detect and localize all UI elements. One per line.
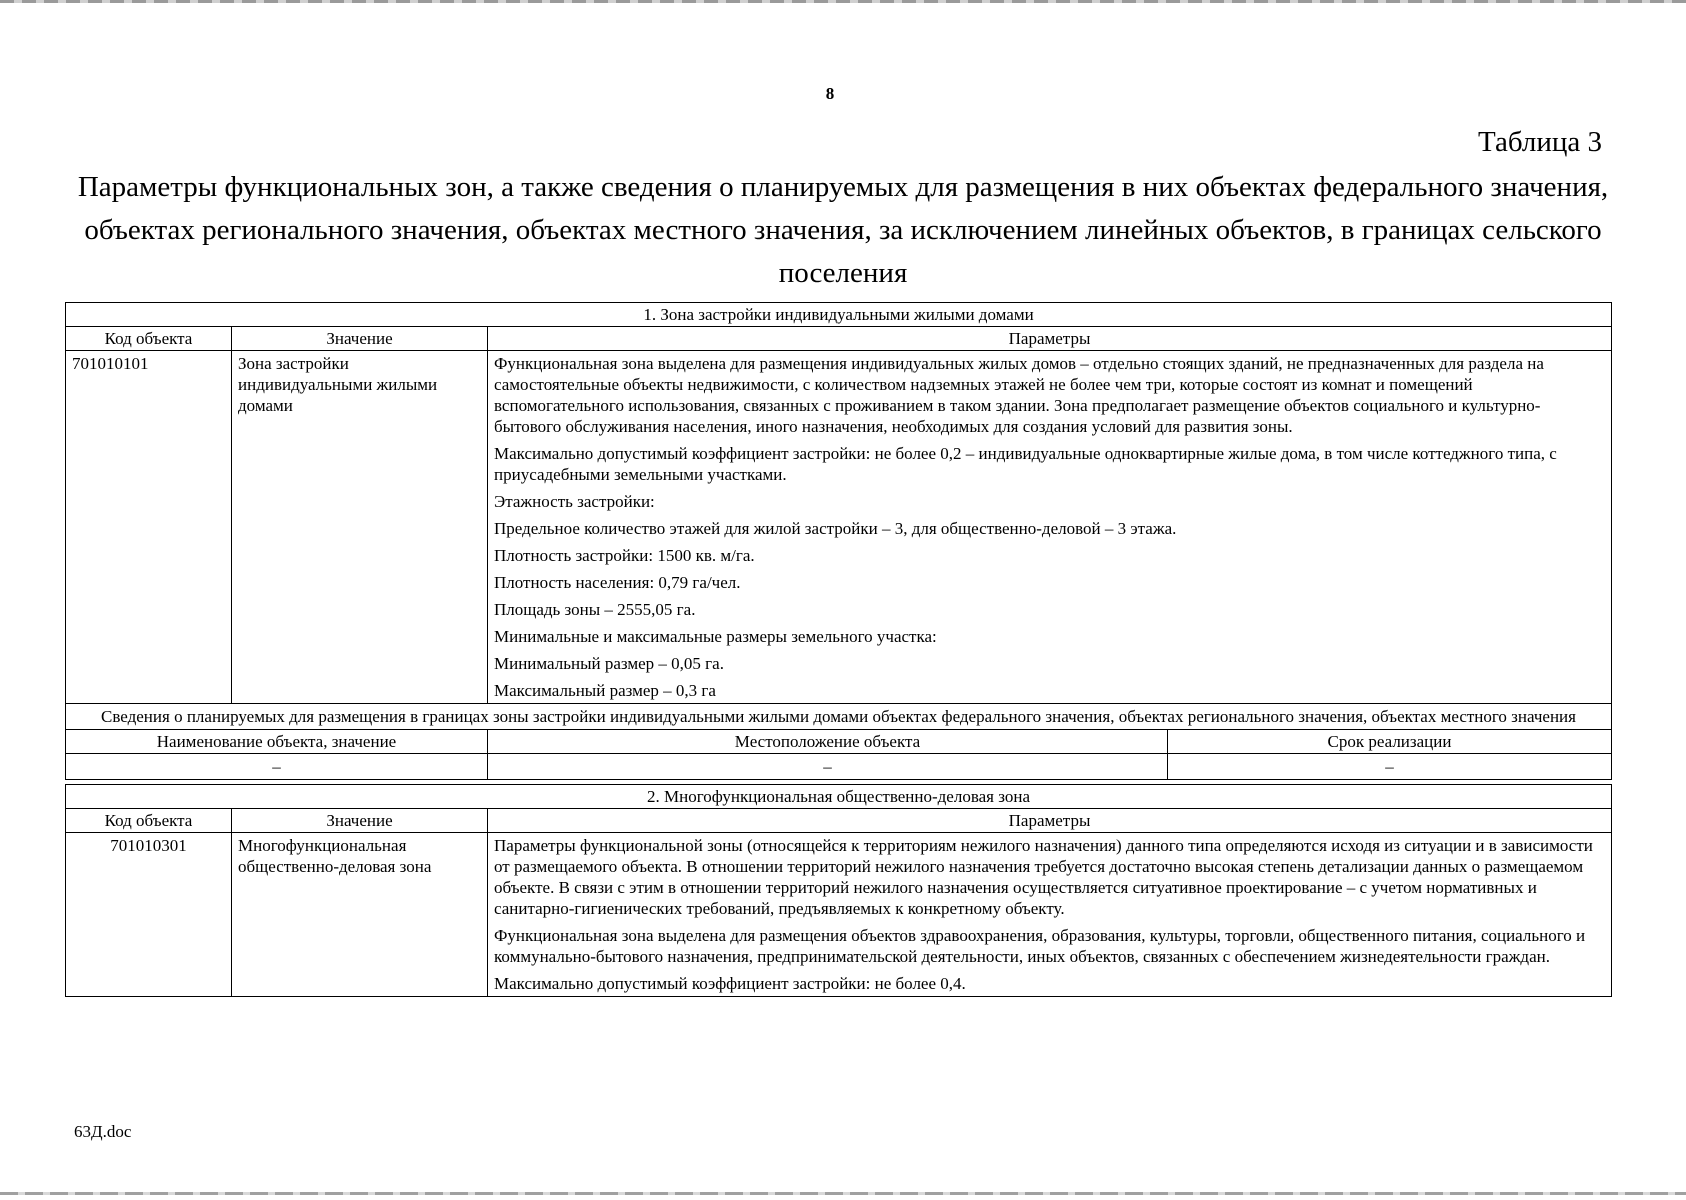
zone1-param: Площадь зоны – 2555,05 га. — [494, 600, 696, 619]
zone1-header-code: Код объекта — [66, 327, 232, 351]
zone1-planned-row — [66, 754, 1612, 780]
zone1-param: Плотность застройки: 1500 кв. м/га. — [494, 546, 755, 565]
zone1-params — [488, 351, 1612, 704]
zone2-value: Многофункциональная общественно-деловая зона — [232, 833, 488, 997]
zone1-value: Зона застройки индивидуальными жилыми домами — [232, 351, 488, 704]
zone1-section-title: 1. Зона застройки индивидуальными жилыми домами — [66, 303, 1612, 327]
planned-cell-name: – — [66, 754, 488, 780]
zone1-code: 701010101 — [66, 351, 232, 704]
zone1-param: Плотность населения: 0,79 га/чел. — [494, 573, 741, 592]
zone2-header-code: Код объекта — [66, 809, 232, 833]
scan-edge-bottom — [0, 1192, 1686, 1195]
zone2-header-row — [66, 809, 1612, 833]
zone2-header-params: Параметры — [488, 809, 1612, 833]
zone1-param: Максимальный размер – 0,3 га — [494, 681, 716, 700]
zone1-planned-header-row — [66, 730, 1612, 754]
planned-header-location: Местоположение объекта — [488, 730, 1168, 754]
planned-header-name: Наименование объекта, значение — [66, 730, 488, 754]
scan-edge-top — [0, 0, 1686, 3]
planned-cell-location: – — [488, 754, 1168, 780]
zone2-code: 701010301 — [66, 833, 232, 997]
footer-filename: 63Д.doc — [74, 1122, 132, 1141]
page-number: 8 — [825, 84, 835, 103]
zone2-header-value: Значение — [232, 809, 488, 833]
zone1-header-params: Параметры — [488, 327, 1612, 351]
zone2-params — [488, 833, 1612, 997]
zone1-header-value: Значение — [232, 327, 488, 351]
zone1-param: Минимальные и максимальные размеры земельного участка: — [494, 627, 937, 646]
zones-table — [65, 302, 1612, 997]
zone2-section-row — [66, 785, 1612, 809]
zone1-planned-title: Сведения о планируемых для размещения в границах зоны застройки индивидуальными жилыми домами объектах федерального значения, объектах регионального значения, объектах местного значения — [66, 704, 1612, 730]
zone2-data-row — [66, 833, 1612, 997]
zone2-param: Максимально допустимый коэффициент застройки: не более 0,4. — [494, 974, 966, 993]
document-title: Параметры функциональных зон, а также сведения о планируемых для размещения в них объектах федерального значения, объектах регионального значения, объектах местного значения, за исключением линейных объектов, в границах сельского поселения — [77, 171, 1609, 289]
zone2-section-title: 2. Многофункциональная общественно-деловая зона — [66, 785, 1612, 809]
table-label: Таблица 3 — [1477, 126, 1602, 158]
zone1-data-row — [66, 351, 1612, 704]
zone1-param: Функциональная зона выделена для размещения индивидуальных жилых домов – отдельно стоящих зданий, не предназначенных для раздела на самостоятельные объекты недвижимости, с количеством надземных этажей не более чем три, которые состоят из комнат и помещений вспомогательного использования, связанных с проживанием в таком здании. Зона предполагает размещение объектов социального и культурно-бытового обслуживания населения, иного назначения, необходимых для создания условий для развития зоны. — [494, 354, 1544, 436]
zone2-param: Функциональная зона выделена для размещения объектов здравоохранения, образования, культуры, торговли, общественного питания, социального и коммунально-бытового назначения, предпринимательской деятельности, иных объектов, связанных с обеспечением жизнедеятельности граждан. — [494, 926, 1586, 966]
zone1-section-row — [66, 303, 1612, 327]
zone2-param: Параметры функциональной зоны (относящейся к территориям нежилого назначения) данного типа определяются исходя из ситуации и в зависимости от размещаемого объекта. В отношении территорий нежилого назначения требуется достаточно высокая степень детализации данных о размещаемом объекте. В связи с этим в отношении территорий нежилого назначения осуществляется ситуативное проектирование – с учетом нормативных и санитарно-гигиенических требований, предъявляемых к конкретному объекту. — [494, 836, 1593, 918]
zone1-param: Минимальный размер – 0,05 га. — [494, 654, 724, 673]
zone1-planned-title-row — [66, 704, 1612, 730]
zone1-param: Этажность застройки: — [494, 492, 655, 511]
zone1-param: Предельное количество этажей для жилой застройки – 3, для общественно-деловой – 3 этажа. — [494, 519, 1177, 538]
zone1-param: Максимально допустимый коэффициент застройки: не более 0,2 – индивидуальные одноквартирные жилые дома, в том числе коттеджного типа, с приусадебными земельными участками. — [494, 444, 1557, 484]
zone1-header-row — [66, 327, 1612, 351]
planned-cell-term: – — [1168, 754, 1612, 780]
planned-header-term: Срок реализации — [1168, 730, 1612, 754]
